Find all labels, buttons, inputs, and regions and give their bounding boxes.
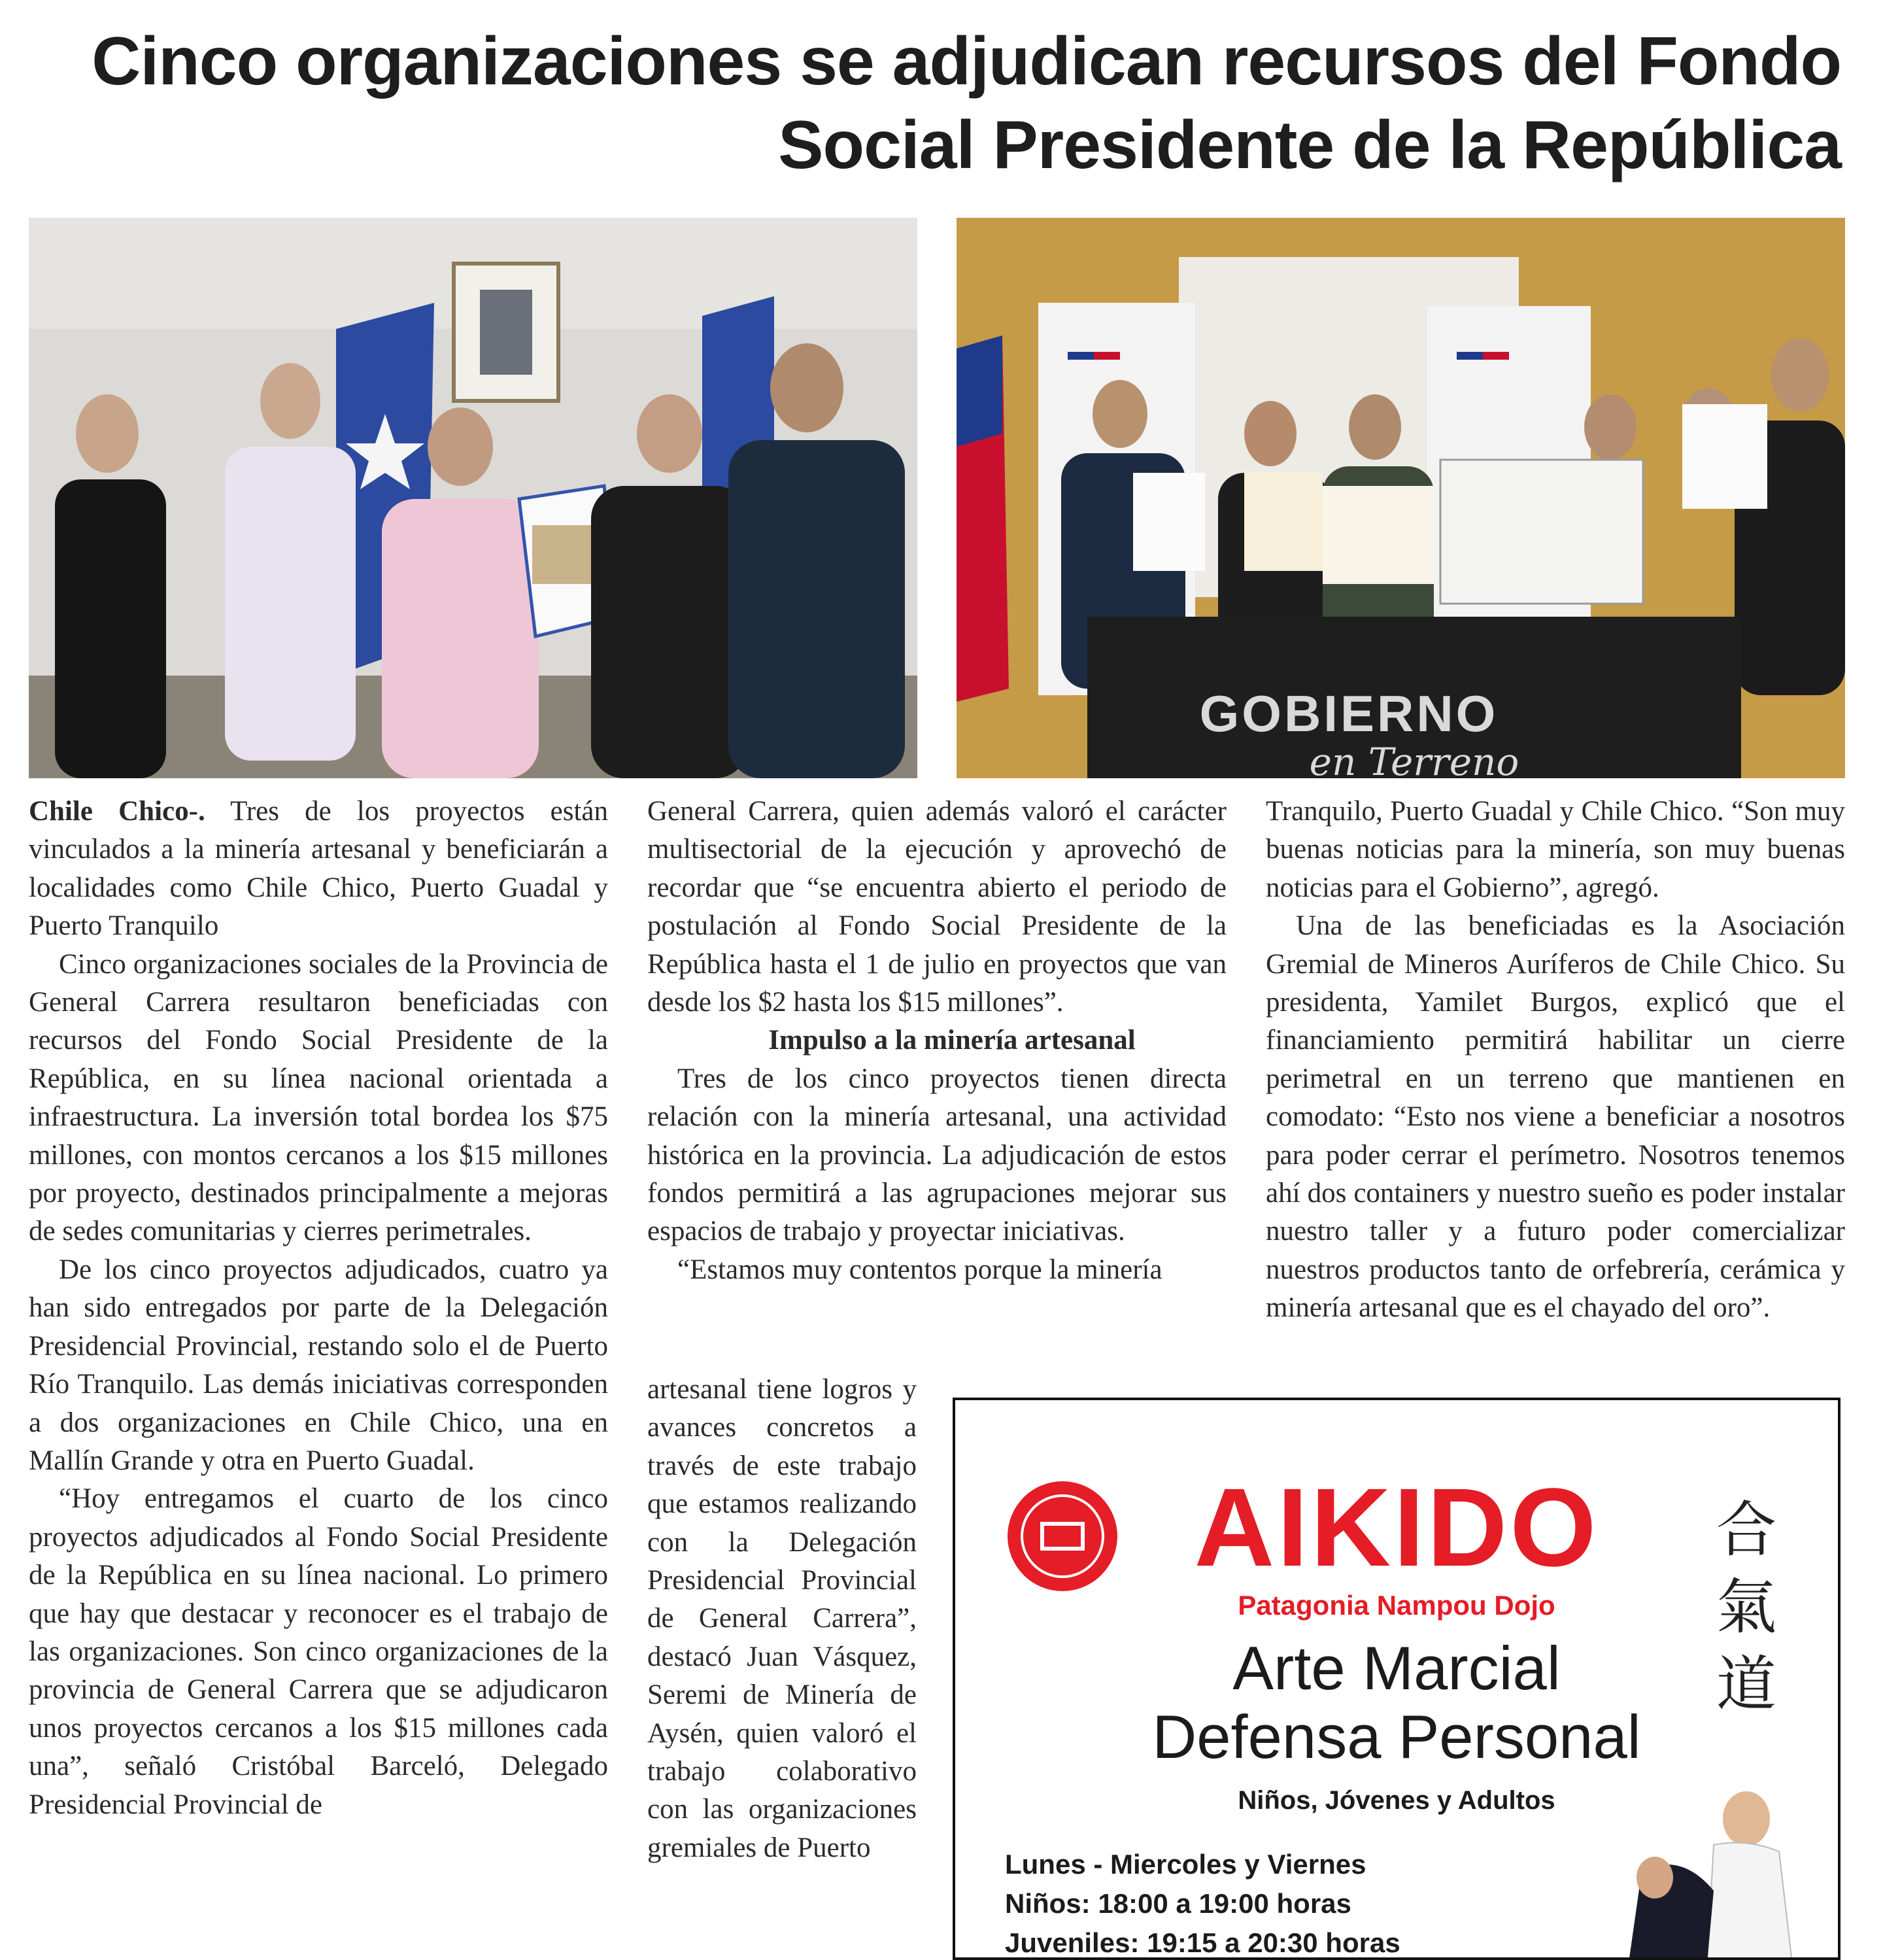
ad-schedule xyxy=(1005,1845,1400,1960)
banner-gobierno-text: GOBIERNO xyxy=(1199,685,1499,742)
paragraph-8: artesanal tiene logros y avances concretos a través de este trabajo que estamos realizando con la Delegación Presidencial Provincial de General Carrera”, destacó Juan Vásquez, Seremi de Minería de Aysén, quien valoró el trabajo colaborativo con las organizaciones gremiales de Puerto xyxy=(647,1374,917,1863)
photo-government-event xyxy=(957,218,1845,778)
ad-subtitle: Patagonia Nampou Dojo xyxy=(1238,1590,1555,1621)
article-column-2 xyxy=(647,793,1227,1289)
aikido-advertisement xyxy=(953,1398,1841,1960)
photo-ceremony-scene xyxy=(29,218,917,778)
lead-paragraph xyxy=(29,793,608,946)
section-subhead: Impulso a la minería artesanal xyxy=(768,1025,1136,1056)
paragraph-9: Tranquilo, Puerto Guadal y Chile Chico. “Son muy buenas noticias para la minería, son muy buenas noticias para el Gobierno”, agregó. xyxy=(1266,796,1845,903)
paragraph-7: “Estamos muy contentos porque la minería xyxy=(677,1254,1162,1285)
photo-government-scene xyxy=(957,218,1845,778)
photo-ceremony-handover xyxy=(29,218,917,778)
ad-schedule-youth: Juveniles: 19:15 a 20:30 horas xyxy=(1005,1927,1400,1958)
ad-ages: Niños, Jóvenes y Adultos xyxy=(1238,1786,1555,1815)
headline-line-1: Cinco organizaciones se adjudican recursos del Fondo xyxy=(92,24,1841,99)
dateline: Chile Chico-. xyxy=(29,796,205,827)
aikido-practitioner-icon xyxy=(1616,1779,1812,1960)
paragraph-5: General Carrera, quien además valoró el carácter multisectorial de la ejecución y aprovechó de recordar que “se encuentra abierto el periodo de postulación al Fondo Social Presidente de la República hasta el 1 de julio en proyectos que van desde los $2 hasta los $15 millones”. xyxy=(647,796,1227,1018)
ad-title: AIKIDO xyxy=(1194,1466,1599,1590)
article-column-2-narrow xyxy=(647,1371,917,1867)
banner-en-terreno-text: en Terreno xyxy=(1309,740,1519,778)
lead-text: Tres de los proyectos están vinculados a la minería artesanal y beneficiarán a localidades como Chile Chico, Puerto Guadal y Puerto Tranquilo xyxy=(29,796,608,942)
ad-schedule-kids: Niños: 18:00 a 19:00 horas xyxy=(1005,1888,1351,1919)
paragraph-10: Una de las beneficiadas es la Asociación Gremial de Mineros Auríferos de Chile Chico. Su presidenta, Yamilet Burgos, explicó que el financiamiento permitirá habilitar un cierre perimetral en un terreno que mantienen en comodato: “Esto nos viene a beneficiar a nosotros para poder cerrar el perímetro. Nosotros tenemos ahí dos containers y nuestro sueño es poder instalar nuestro taller y a futuro poder comercializar nuestros productos tanto de orfebrería, cerámica y minería artesanal que es el chayado del oro”. xyxy=(1266,910,1845,1324)
paragraph-4: “Hoy entregamos el cuarto de los cinco proyectos adjudicados al Fondo Social Presidente de la República en su línea nacional. Lo primero que hay que destacar y reconocer es el trabajo de las organizaciones. Son cinco organizaciones de la provincia de General Carrera que se adjudicaron unos proyectos cercanos a los $15 millones cada una”, señaló Cristóbal Barceló, Delegado Presidencial Provincial de xyxy=(29,1483,608,1820)
article-column-3 xyxy=(1266,793,1845,1328)
ad-schedule-days: Lunes - Miercoles y Viernes xyxy=(1005,1849,1366,1880)
paragraph-6: Tres de los cinco proyectos tienen directa relación con la minería artesanal, una actividad histórica en la provincia. La adjudicación de estos fondos permitirá a las agrupaciones mejorar sus espacios de trabajo y proyectar iniciativas. xyxy=(647,1063,1227,1247)
paragraph-2: Cinco organizaciones sociales de la Provincia de General Carrera resultaron beneficiadas con recursos del Fondo Social Presidente de la República, en su línea nacional orientada a infraestructura. La inversión total bordea los $75 millones, con montos cercanos a los $15 millones por proyecto, destinados principalmente a mejoras de sedes comunitarias y cierres perimetrales. xyxy=(29,948,608,1247)
paragraph-3: De los cinco proyectos adjudicados, cuatro ya han sido entregados por parte de la Delegación Presidencial Provincial, restando solo el de Puerto Río Tranquilo. Las demás iniciativas corresponden a dos organizaciones en Chile Chico, una en Mallín Grande y otra en Puerto Guadal. xyxy=(29,1254,608,1476)
headline-line-2: Social Presidente de la República xyxy=(778,107,1841,183)
headline xyxy=(39,20,1841,187)
ad-line-defensa-personal: Defensa Personal xyxy=(1152,1702,1641,1771)
ad-line-arte-marcial: Arte Marcial xyxy=(1232,1634,1561,1702)
ad-kanji: 合氣道 xyxy=(1716,1495,1776,1719)
article-column-1 xyxy=(29,793,608,1824)
